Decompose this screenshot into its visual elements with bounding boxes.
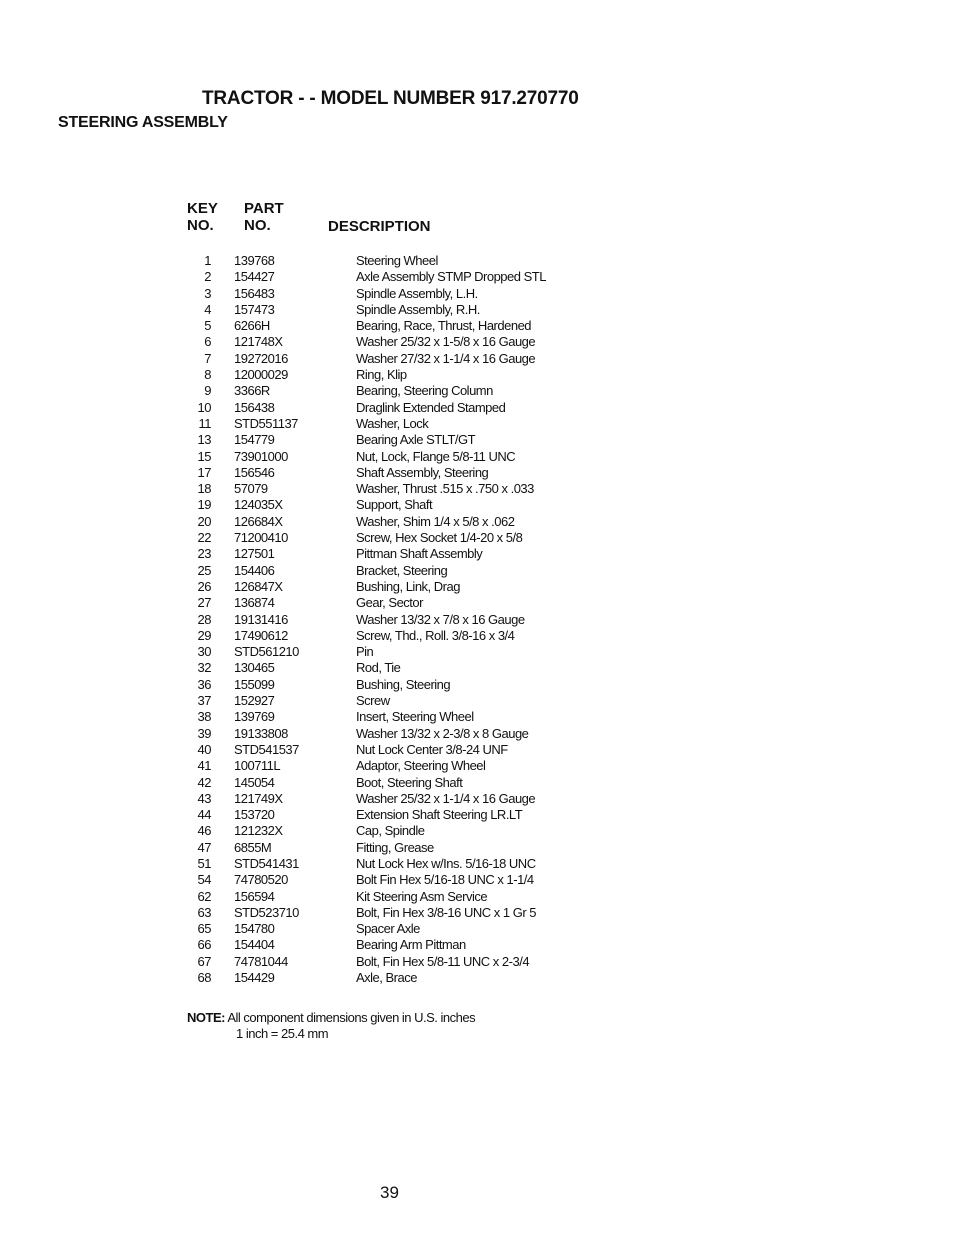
part-description: Bearing Axle STLT/GT bbox=[356, 432, 476, 448]
table-row bbox=[180, 302, 580, 318]
table-row bbox=[180, 318, 580, 334]
part-description: Washer 27/32 x 1-1/4 x 16 Gauge bbox=[356, 350, 536, 366]
part-description: Adaptor, Steering Wheel bbox=[356, 758, 486, 774]
part-number: 121232X bbox=[234, 823, 283, 839]
part-number: STD551137 bbox=[234, 415, 298, 431]
note bbox=[187, 1010, 475, 1026]
part-number: 154780 bbox=[234, 921, 275, 937]
part-description: Washer 13/32 x 2-3/8 x 8 Gauge bbox=[356, 725, 529, 741]
key-number: 66 bbox=[197, 937, 211, 953]
key-number: 13 bbox=[197, 432, 211, 448]
part-description: Spacer Axle bbox=[356, 921, 420, 937]
key-number: 7 bbox=[204, 350, 211, 366]
key-number: 1 bbox=[204, 253, 211, 268]
part-number: 19131416 bbox=[234, 611, 288, 627]
part-number: 157473 bbox=[234, 301, 275, 317]
table-row bbox=[180, 286, 580, 302]
note-label: NOTE: bbox=[187, 1010, 225, 1025]
part-description: Bolt, Fin Hex 3/8-16 UNC x 1 Gr 5 bbox=[356, 904, 537, 920]
key-number: 67 bbox=[197, 953, 211, 969]
key-number: 54 bbox=[197, 872, 211, 888]
table-row bbox=[180, 546, 580, 562]
key-number: 3 bbox=[204, 285, 211, 301]
part-header-line1: PART bbox=[244, 200, 284, 217]
key-number: 63 bbox=[197, 904, 211, 920]
part-no-header bbox=[244, 200, 284, 234]
part-number: 124035X bbox=[234, 497, 283, 513]
key-number: 47 bbox=[197, 839, 211, 855]
part-number: 136874 bbox=[234, 595, 275, 611]
table-row bbox=[180, 383, 580, 399]
parts-list bbox=[180, 253, 580, 986]
part-description: Pittman Shaft Assembly bbox=[356, 546, 483, 562]
key-number: 40 bbox=[197, 741, 211, 757]
table-row bbox=[180, 579, 580, 595]
part-description: Bearing Arm Pittman bbox=[356, 937, 466, 953]
key-number: 6 bbox=[204, 334, 211, 350]
key-header-line1: KEY bbox=[187, 200, 218, 217]
table-row bbox=[180, 937, 580, 953]
table-row bbox=[180, 269, 580, 285]
table-row bbox=[180, 253, 580, 269]
key-no-header bbox=[187, 200, 218, 234]
part-description: Nut, Lock, Flange 5/8-11 UNC bbox=[356, 448, 516, 464]
section-title: STEERING ASSEMBLY bbox=[58, 114, 228, 131]
part-description: Pin bbox=[356, 644, 374, 660]
part-number: 154429 bbox=[234, 970, 275, 986]
part-description: Boot, Steering Shaft bbox=[356, 774, 463, 790]
key-number: 39 bbox=[197, 725, 211, 741]
table-row bbox=[180, 677, 580, 693]
key-number: 11 bbox=[198, 415, 211, 431]
part-description: Nut Lock Center 3/8-24 UNF bbox=[356, 741, 508, 757]
key-number: 68 bbox=[197, 970, 211, 986]
part-description: Axle, Brace bbox=[356, 970, 417, 986]
part-number: 156594 bbox=[234, 888, 275, 904]
part-number: STD561210 bbox=[234, 644, 299, 660]
table-row bbox=[180, 709, 580, 725]
part-number: 17490612 bbox=[234, 627, 288, 643]
table-row bbox=[180, 449, 580, 465]
key-number: 42 bbox=[197, 774, 211, 790]
table-row bbox=[180, 954, 580, 970]
table-row bbox=[180, 758, 580, 774]
key-number: 26 bbox=[197, 578, 211, 594]
part-number: 71200410 bbox=[234, 530, 288, 546]
description-header: DESCRIPTION bbox=[328, 218, 431, 235]
key-number: 8 bbox=[204, 367, 211, 383]
part-number: 154404 bbox=[234, 937, 275, 953]
table-row bbox=[180, 644, 580, 660]
part-description: Ring, Klip bbox=[356, 367, 407, 383]
part-description: Shaft Assembly, Steering bbox=[356, 464, 489, 480]
table-row bbox=[180, 905, 580, 921]
part-description: Bolt, Fin Hex 5/8-11 UNC x 2-3/4 bbox=[356, 953, 530, 969]
part-description: Insert, Steering Wheel bbox=[356, 709, 474, 725]
key-number: 36 bbox=[197, 676, 211, 692]
part-number: 156438 bbox=[234, 399, 275, 415]
part-number: 126684X bbox=[234, 513, 283, 529]
part-number: 3366R bbox=[234, 383, 270, 399]
part-number: 156546 bbox=[234, 464, 275, 480]
key-number: 27 bbox=[197, 595, 211, 611]
table-row bbox=[180, 563, 580, 579]
part-description: Extension Shaft Steering LR.LT bbox=[356, 807, 523, 823]
part-number: STD523710 bbox=[234, 904, 299, 920]
key-number: 23 bbox=[197, 546, 211, 562]
part-description: Gear, Sector bbox=[356, 595, 423, 611]
part-description: Fitting, Grease bbox=[356, 839, 434, 855]
page-number: 39 bbox=[380, 1183, 399, 1202]
part-description: Washer, Lock bbox=[356, 415, 429, 431]
table-row bbox=[180, 595, 580, 611]
key-number: 4 bbox=[204, 301, 211, 317]
part-number: 74781044 bbox=[234, 953, 288, 969]
table-row bbox=[180, 612, 580, 628]
key-number: 15 bbox=[197, 448, 211, 464]
table-row bbox=[180, 514, 580, 530]
key-number: 29 bbox=[197, 627, 211, 643]
part-description: Washer, Thrust .515 x .750 x .033 bbox=[356, 481, 534, 497]
table-row bbox=[180, 823, 580, 839]
table-row bbox=[180, 400, 580, 416]
part-description: Bearing, Race, Thrust, Hardened bbox=[356, 318, 532, 334]
part-number: 73901000 bbox=[234, 448, 288, 464]
part-description: Draglink Extended Stamped bbox=[356, 399, 506, 415]
part-number: 19133808 bbox=[234, 725, 288, 741]
table-row bbox=[180, 432, 580, 448]
part-description: Axle Assembly STMP Dropped STL bbox=[356, 269, 546, 285]
key-number: 62 bbox=[197, 888, 211, 904]
key-number: 46 bbox=[197, 823, 211, 839]
table-row bbox=[180, 530, 580, 546]
part-description: Spindle Assembly, R.H. bbox=[356, 301, 480, 317]
key-number: 30 bbox=[197, 644, 211, 660]
part-description: Cap, Spindle bbox=[356, 823, 425, 839]
key-number: 38 bbox=[197, 709, 211, 725]
table-row bbox=[180, 742, 580, 758]
key-number: 65 bbox=[197, 921, 211, 937]
table-row bbox=[180, 351, 580, 367]
part-number: 139769 bbox=[234, 709, 275, 725]
part-number: 152927 bbox=[234, 693, 275, 709]
key-header-line2: NO. bbox=[187, 217, 214, 234]
part-number: 127501 bbox=[234, 546, 275, 562]
part-number: 156483 bbox=[234, 285, 275, 301]
table-row bbox=[180, 481, 580, 497]
key-number: 17 bbox=[197, 464, 211, 480]
part-number: 154427 bbox=[234, 269, 275, 285]
part-description: Spindle Assembly, L.H. bbox=[356, 285, 478, 301]
part-header-line2: NO. bbox=[244, 217, 271, 234]
key-number: 44 bbox=[197, 807, 211, 823]
part-description: Bearing, Steering Column bbox=[356, 383, 493, 399]
note-text: All component dimensions given in U.S. inches bbox=[227, 1010, 476, 1025]
part-number: 121748X bbox=[234, 334, 283, 350]
table-row bbox=[180, 872, 580, 888]
table-row bbox=[180, 791, 580, 807]
part-number: 6266H bbox=[234, 318, 270, 334]
table-row bbox=[180, 970, 580, 986]
key-number: 51 bbox=[197, 855, 211, 871]
part-number: STD541431 bbox=[234, 855, 299, 871]
part-description: Steering Wheel bbox=[356, 253, 438, 268]
part-description: Screw, Thd., Roll. 3/8-16 x 3/4 bbox=[356, 627, 515, 643]
table-row bbox=[180, 465, 580, 481]
table-row bbox=[180, 807, 580, 823]
part-description: Kit Steering Asm Service bbox=[356, 888, 488, 904]
part-number: 100711L bbox=[234, 758, 281, 774]
part-number: 154406 bbox=[234, 562, 275, 578]
table-row bbox=[180, 628, 580, 644]
key-number: 32 bbox=[197, 660, 211, 676]
part-number: 6855M bbox=[234, 839, 272, 855]
table-row bbox=[180, 334, 580, 350]
part-description: Screw bbox=[356, 693, 390, 709]
part-description: Bracket, Steering bbox=[356, 562, 448, 578]
table-row bbox=[180, 889, 580, 905]
key-number: 25 bbox=[197, 562, 211, 578]
part-number: 126847X bbox=[234, 578, 283, 594]
part-number: 57079 bbox=[234, 481, 268, 497]
key-number: 20 bbox=[197, 513, 211, 529]
part-description: Washer, Shim 1/4 x 5/8 x .062 bbox=[356, 513, 515, 529]
table-row bbox=[180, 693, 580, 709]
part-number: 130465 bbox=[234, 660, 275, 676]
note-conversion: 1 inch = 25.4 mm bbox=[236, 1026, 329, 1041]
key-number: 22 bbox=[197, 530, 211, 546]
part-description: Bushing, Link, Drag bbox=[356, 578, 460, 594]
table-row bbox=[180, 416, 580, 432]
key-number: 5 bbox=[204, 318, 211, 334]
part-description: Washer 25/32 x 1-1/4 x 16 Gauge bbox=[356, 790, 536, 806]
key-number: 43 bbox=[197, 790, 211, 806]
key-number: 2 bbox=[204, 269, 211, 285]
part-description: Washer 25/32 x 1-5/8 x 16 Gauge bbox=[356, 334, 536, 350]
table-row bbox=[180, 856, 580, 872]
key-number: 19 bbox=[197, 497, 211, 513]
table-row bbox=[180, 660, 580, 676]
part-number: 139768 bbox=[234, 253, 275, 268]
table-row bbox=[180, 497, 580, 513]
part-number: 155099 bbox=[234, 676, 275, 692]
part-number: 121749X bbox=[234, 790, 283, 806]
part-number: 145054 bbox=[234, 774, 275, 790]
part-number: 12000029 bbox=[234, 367, 288, 383]
key-number: 41 bbox=[197, 758, 211, 774]
part-number: 154779 bbox=[234, 432, 275, 448]
table-row bbox=[180, 367, 580, 383]
page-title: TRACTOR - - MODEL NUMBER 917.270770 bbox=[202, 88, 579, 109]
key-number: 37 bbox=[197, 693, 211, 709]
table-row bbox=[180, 921, 580, 937]
part-description: Nut Lock Hex w/Ins. 5/16-18 UNC bbox=[356, 855, 536, 871]
part-description: Washer 13/32 x 7/8 x 16 Gauge bbox=[356, 611, 525, 627]
part-number: 153720 bbox=[234, 807, 275, 823]
key-number: 9 bbox=[204, 383, 211, 399]
part-number: 74780520 bbox=[234, 872, 288, 888]
key-number: 28 bbox=[197, 611, 211, 627]
table-row bbox=[180, 775, 580, 791]
part-description: Screw, Hex Socket 1/4-20 x 5/8 bbox=[356, 530, 523, 546]
table-row bbox=[180, 840, 580, 856]
part-number: 19272016 bbox=[234, 350, 288, 366]
part-description: Bushing, Steering bbox=[356, 676, 451, 692]
part-description: Support, Shaft bbox=[356, 497, 433, 513]
key-number: 10 bbox=[197, 399, 211, 415]
key-number: 18 bbox=[197, 481, 211, 497]
table-row bbox=[180, 726, 580, 742]
part-description: Rod, Tie bbox=[356, 660, 401, 676]
part-description: Bolt Fin Hex 5/16-18 UNC x 1-1/4 bbox=[356, 872, 534, 888]
part-number: STD541537 bbox=[234, 741, 299, 757]
